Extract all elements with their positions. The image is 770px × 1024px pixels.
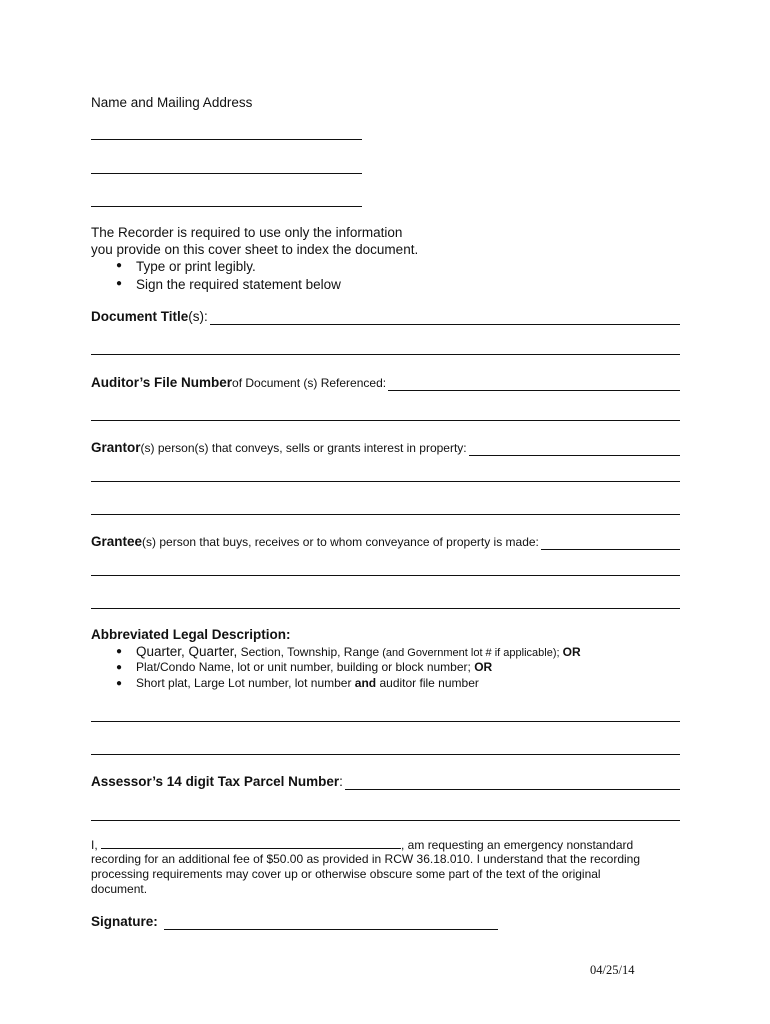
tax-parcel-row	[91, 773, 680, 790]
statement-line-1	[91, 837, 633, 853]
bullet-icon: ●	[116, 662, 123, 673]
auditor-file-number-field[interactable]	[388, 378, 680, 391]
intro-line-1: The Recorder is required to use only the information	[91, 225, 403, 240]
grantee-label: Grantee	[91, 534, 143, 549]
grantor-label-suffix: (s) person(s) that conveys, sells or grants interest in property:	[140, 441, 467, 455]
address-line-1[interactable]	[91, 139, 362, 140]
grantor-line-3[interactable]	[91, 514, 680, 515]
auditor-file-number-line-2[interactable]	[91, 420, 680, 421]
short-plat-text: Short plat, Large Lot number, lot number	[136, 676, 355, 690]
statement-line-4: document.	[91, 882, 148, 896]
document-title-label: Document Title	[91, 309, 189, 324]
grantor-field[interactable]	[469, 443, 680, 456]
plat-condo-text: Plat/Condo Name, lot or unit number, building or block number;	[136, 660, 475, 674]
grantor-line-2[interactable]	[91, 481, 680, 482]
intro-bullet-2: Sign the required statement below	[136, 277, 341, 292]
document-title-field[interactable]	[210, 312, 680, 325]
auditor-file-number-label: Auditor’s File Number	[91, 375, 233, 390]
quarter-quarter-text: Quarter, Quarter,	[136, 644, 238, 659]
requester-name-field[interactable]	[101, 837, 401, 849]
name-mailing-address-label: Name and Mailing Address	[91, 95, 253, 110]
grantee-row	[91, 533, 680, 550]
legal-bullet-2	[136, 660, 492, 675]
government-lot-text: (and Government lot # if applicable);	[379, 647, 563, 659]
statement-line-2: recording for an additional fee of $50.00 as provided in RCW 36.18.010. I understand that the recording	[91, 852, 641, 866]
auditor-file-number-text: auditor file number	[376, 676, 479, 690]
tax-parcel-line-2[interactable]	[91, 820, 680, 821]
grantee-line-3[interactable]	[91, 608, 680, 609]
statement-prefix: I,	[91, 838, 98, 852]
or-text-2: OR	[474, 660, 493, 674]
tax-parcel-label-suffix: :	[339, 774, 343, 789]
document-title-row	[91, 308, 680, 325]
address-line-3[interactable]	[91, 206, 362, 207]
form-date: 04/25/14	[590, 963, 635, 977]
legal-bullet-1	[136, 643, 581, 661]
document-title-label-suffix: (s):	[188, 309, 208, 324]
statement-line-3: processing requirements may cover up or otherwise obscure some part of the text of the original	[91, 867, 601, 881]
legal-description-line-1[interactable]	[91, 721, 680, 722]
grantee-label-suffix: (s) person that buys, receives or to whom conveyance of property is made:	[142, 535, 539, 549]
legal-description-line-2[interactable]	[91, 754, 680, 755]
grantor-row	[91, 439, 680, 456]
intro-bullet-1: Type or print legibly.	[136, 259, 256, 274]
tax-parcel-field[interactable]	[345, 777, 680, 790]
grantee-field[interactable]	[541, 537, 680, 550]
auditor-file-number-row	[91, 374, 680, 391]
bullet-icon: ●	[116, 646, 123, 657]
grantor-label: Grantor	[91, 440, 141, 455]
bullet-icon: ●	[116, 260, 123, 271]
signature-field[interactable]	[164, 917, 498, 930]
grantee-line-2[interactable]	[91, 575, 680, 576]
bullet-icon: ●	[116, 678, 123, 689]
auditor-file-number-label-suffix: of Document (s) Referenced:	[232, 376, 387, 390]
statement-line-1-rest: , am requesting an emergency nonstandard	[401, 838, 634, 852]
bullet-icon: ●	[116, 278, 123, 289]
legal-bullet-3	[136, 676, 479, 691]
tax-parcel-label: Assessor’s 14 digit Tax Parcel Number	[91, 774, 340, 789]
intro-line-2: you provide on this cover sheet to index the document.	[91, 242, 419, 257]
signature-row	[91, 913, 498, 930]
document-title-line-2[interactable]	[91, 354, 680, 355]
address-line-2[interactable]	[91, 173, 362, 174]
legal-description-heading: Abbreviated Legal Description:	[91, 627, 291, 642]
or-text-1: OR	[562, 645, 581, 659]
section-township-range-text: Section, Township, Range	[237, 645, 380, 659]
and-text: and	[354, 676, 377, 690]
signature-label: Signature:	[91, 914, 158, 929]
